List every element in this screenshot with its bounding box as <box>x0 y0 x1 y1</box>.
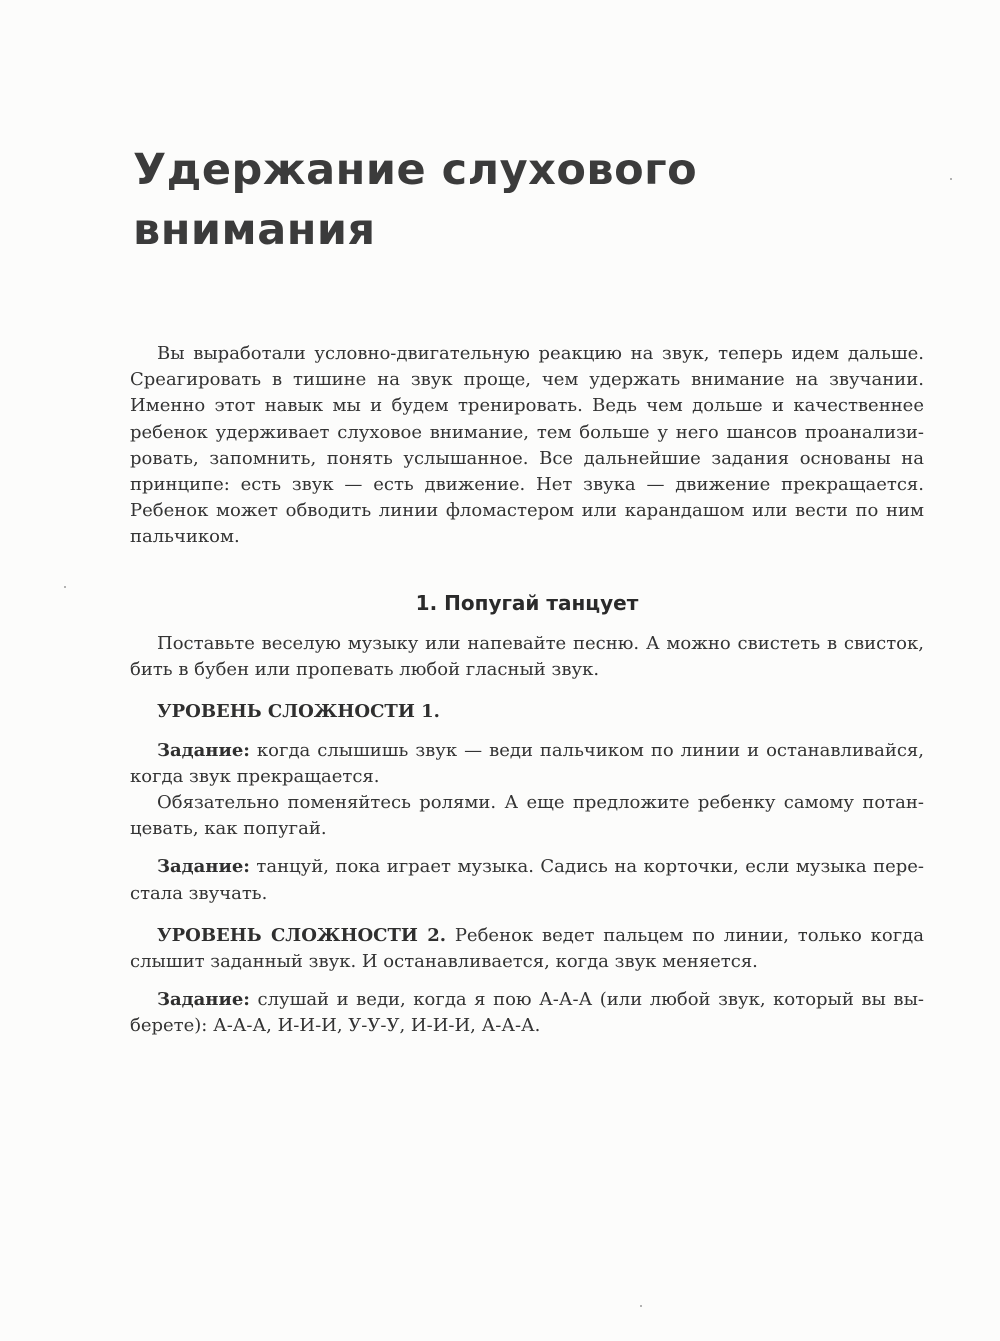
chapter-title-line-1: Удержание слухового <box>133 145 698 195</box>
chapter-title-line-2: внимания <box>133 205 376 255</box>
task-text: когда слышишь звук — веди пальчиком по линии и останавливайся, когда звук прекращается. <box>130 739 924 787</box>
section-body <box>130 631 924 1040</box>
scan-speck <box>64 586 66 588</box>
level-1-note: Обязательно поменяйтесь ролями. А еще предложите ребенку самому потанцевать, как попугай. <box>130 792 924 840</box>
level-2-text: Ребенок ведет пальцем по линии, только когда слышит заданный звук. И останавливается, когда звук меняется. <box>130 924 924 973</box>
level-1-heading-paragraph <box>130 699 924 725</box>
intro-paragraph: Вы выработали условно-двигательную реакцию на звук, теперь идем дальше. Среагировать в тишине на звук проще, чем удержать внимание на звучании. Именно этот навык мы и будем тренировать. Ведь чем дольше и качественнее ребенок удерживает слуховое внимание, тем больше у него шансов проанализировать, запомнить, понять услышанное. Все дальнейшие задания основаны на принципе: есть звук — есть движение. Нет звука — движение прекращается. Ребенок может обводить линии фломастером или карандашом или вести по ним пальчиком. <box>130 343 924 548</box>
section-intro-paragraph: Поставьте веселую музыку или напевайте песню. А можно свистеть в свисток, бить в бубен или пропевать любой гласный звук. <box>130 633 924 681</box>
scan-speck <box>640 1305 642 1307</box>
intro-block <box>130 341 924 551</box>
chapter-title <box>133 140 893 260</box>
task-text: танцуй, пока играет музыка. Садись на корточки, если музыка перестала звучать. <box>130 856 924 904</box>
scan-speck <box>950 178 952 180</box>
level-2-task <box>130 987 924 1039</box>
task-label: Задание: <box>157 856 250 878</box>
level-1-task-1 <box>130 738 924 790</box>
level-1-task-2 <box>130 854 924 906</box>
level-2-paragraph <box>130 923 924 975</box>
task-label: Задание: <box>157 989 250 1011</box>
level-2-heading: УРОВЕНЬ СЛОЖНОСТИ 2. <box>157 924 447 946</box>
section-title: 1. Попугай танцует <box>415 591 639 615</box>
task-label: Задание: <box>157 739 250 761</box>
level-1-heading: УРОВЕНЬ СЛОЖНОСТИ 1. <box>157 701 440 723</box>
task-text: слушай и веди, когда я пою А-А-А (или любой звук, который вы выберете): А-А-А, И-И-И, У-У-У, И-И-И, А-А-А. <box>130 989 924 1037</box>
